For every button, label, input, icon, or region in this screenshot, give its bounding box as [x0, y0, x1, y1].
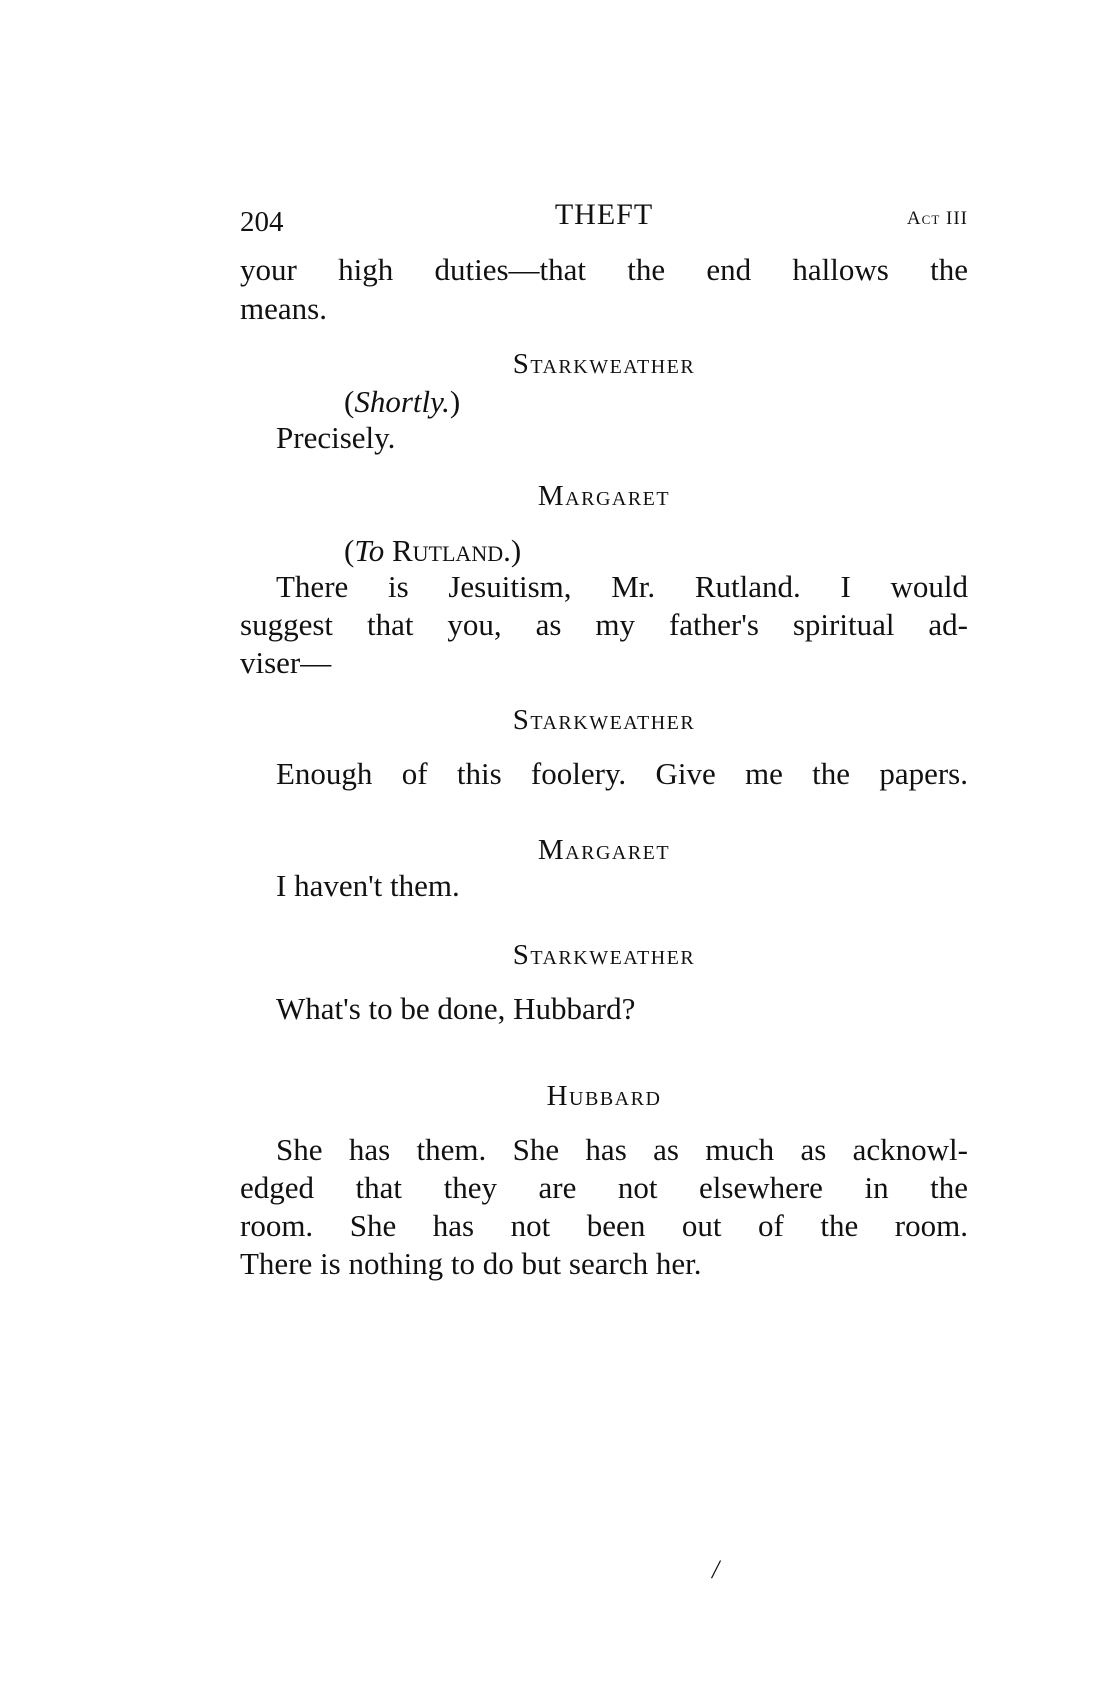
- text-line: She has them. She has as much as acknowl-: [276, 1132, 968, 1167]
- page-header: [240, 198, 968, 238]
- page-mark: /: [712, 1555, 720, 1584]
- running-title: THEFT: [554, 198, 654, 231]
- speaker-name: Starkweather: [512, 348, 696, 380]
- paren-close: ): [449, 384, 461, 419]
- text-line: suggest that you, as my father's spiritual ad-: [240, 607, 968, 642]
- paren-open: (: [344, 533, 355, 568]
- direction-text: Shortly.: [354, 384, 450, 419]
- speaker-name: Starkweather: [512, 704, 696, 736]
- paren-close: ): [510, 533, 522, 568]
- text-line: There is Jesuitism, Mr. Rutland. I would: [276, 569, 968, 604]
- text-line: edged that they are not elsewhere in the: [240, 1170, 968, 1205]
- act-label: Act III: [906, 208, 968, 229]
- text-line: There is nothing to do but search her.: [240, 1246, 702, 1281]
- direction-name: Rutland.: [391, 533, 511, 568]
- text-line: means.: [240, 291, 327, 326]
- paren-open: (: [344, 384, 355, 419]
- text-line: viser—: [240, 645, 332, 680]
- speaker-name: Starkweather: [512, 939, 696, 971]
- page-number: 204: [240, 206, 284, 238]
- stage-direction: [344, 382, 460, 422]
- stage-direction: [344, 531, 521, 571]
- text-line: room. She has not been out of the room.: [240, 1208, 968, 1243]
- speaker-name: Margaret: [537, 480, 671, 512]
- text-line: your high duties—that the end hallows the: [240, 252, 968, 287]
- speaker-name: Hubbard: [546, 1080, 662, 1112]
- text-line: What's to be done, Hubbard?: [276, 991, 636, 1026]
- text-line: Enough of this foolery. Give me the papers.: [276, 756, 968, 791]
- text-line: I haven't them.: [276, 868, 460, 903]
- speaker-name: Margaret: [537, 834, 671, 866]
- direction-to: To: [354, 533, 385, 568]
- text-line: Precisely.: [276, 420, 396, 455]
